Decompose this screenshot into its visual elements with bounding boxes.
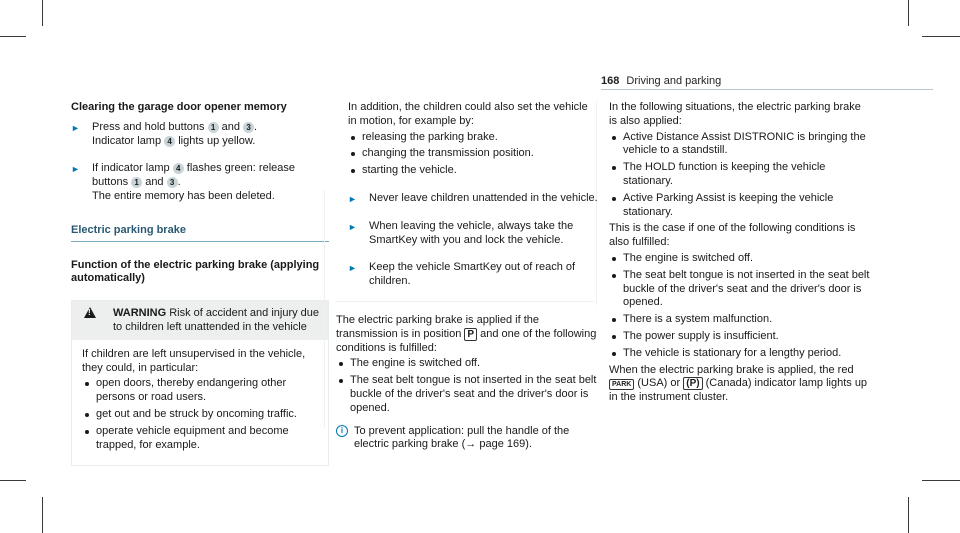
step-item [348, 192, 598, 206]
crop-mark [0, 36, 26, 37]
column-3 [609, 101, 871, 405]
callout-badge: 1 [131, 177, 142, 188]
para-text: (Canada) indicator lamp lights up in the instrument cluster. [609, 377, 868, 404]
list-item: The engine is switched off. [336, 357, 598, 371]
para-text: The electric parking brake is applied if the transmission is in position [336, 313, 539, 340]
step-text: and [142, 176, 167, 189]
callout-badge: 4 [173, 163, 184, 174]
step-text: lights up yellow. [175, 134, 256, 147]
info-icon: i [336, 425, 348, 437]
warning-continued-intro: In addition, the children could also set the vehicle in motion, for example by: [348, 101, 588, 127]
list-item: There is a system malfunction. [609, 313, 871, 327]
box-bottom-rule [336, 301, 594, 302]
paragraph: This is the case if one of the following conditions is also fulfilled: [609, 222, 856, 249]
warning-intro: If children are left unsupervised in the vehicle, they could, in particular: [82, 347, 306, 374]
page-ref-arrow-icon: → [465, 438, 477, 451]
crop-mark [922, 36, 960, 37]
list-item: The seat belt tongue is not inserted in the seat belt buckle of the driver's seat and the driver's door is opened. [609, 269, 871, 310]
step-text: Press and hold buttons [92, 120, 208, 133]
conditions-list [336, 357, 598, 415]
para-text: and one of the following conditions is fulfilled: [336, 327, 597, 354]
step-arrow-icon: ► [71, 164, 80, 175]
warning-list [82, 377, 318, 452]
step-text: . [254, 120, 258, 133]
para-text: (USA) or [634, 377, 684, 390]
step-text: Keep the vehicle SmartKey out of reach of children. [369, 261, 576, 288]
warning-head-text: Risk of accident and injury due to children left unattended in the vehicle [113, 307, 320, 333]
park-indicator-canada-icon: (P) [683, 377, 702, 390]
crop-mark [908, 497, 909, 533]
step-text: The entire memory has been deleted. [92, 189, 275, 202]
paragraph [609, 364, 871, 405]
list-item: The engine is switched off. [609, 252, 871, 266]
step-text: Indicator lamp [92, 134, 165, 147]
paragraph [336, 314, 598, 355]
list-item: The power supply is insufficient. [609, 330, 871, 344]
list-item: operate vehicle equipment and become trapped, for example. [82, 425, 318, 453]
page-number: 168 [601, 75, 620, 87]
paragraph: In the following situations, the electric parking brake is also applied: [609, 101, 861, 127]
step-item [71, 121, 329, 149]
callout-badge: 4 [164, 136, 175, 147]
header-rule [601, 89, 933, 90]
step-text: When leaving the vehicle, always take the SmartKey with you and lock the vehicle. [369, 219, 574, 246]
step-text: If indicator lamp [92, 162, 173, 175]
list-item: The seat belt tongue is not inserted in the seat belt buckle of the driver's seat and the driver's door is opened. [336, 374, 598, 415]
list-item: Active Distance Assist DISTRONIC is bringing the vehicle to a standstill. [609, 131, 871, 159]
motion-list [336, 131, 598, 178]
callout-badge: 3 [167, 177, 178, 188]
section-title: Electric parking brake [71, 224, 329, 242]
crop-mark [42, 0, 43, 26]
crop-mark [922, 480, 960, 481]
section-name: Driving and parking [626, 75, 722, 87]
column-2 [336, 101, 598, 452]
step-arrow-icon: ► [71, 122, 80, 133]
step-arrow-icon: ► [348, 193, 357, 204]
function-title: Function of the electric parking brake (applying automatically) [71, 258, 320, 285]
step-text: and [218, 120, 244, 133]
step-item [348, 220, 598, 248]
step-arrow-icon: ► [348, 263, 357, 274]
crop-mark [42, 497, 43, 533]
park-position-icon: P [464, 328, 477, 341]
list-item: The HOLD function is keeping the vehicle stationary. [609, 161, 871, 189]
column-1 [71, 101, 329, 466]
page-header [601, 75, 721, 89]
warning-label: WARNING [113, 307, 167, 320]
page-ref-link[interactable]: page 169). [476, 438, 532, 451]
park-indicator-icon: PARK [609, 379, 634, 390]
heading-clearing: Clearing the garage door opener memory [71, 101, 287, 113]
column-divider [324, 190, 325, 428]
list-item: changing the transmission position. [348, 147, 598, 161]
step-text: Never leave children unattended in the vehicle. [369, 191, 598, 204]
warning-triangle-icon [84, 307, 96, 318]
callout-badge: 3 [243, 122, 254, 133]
list-item: Active Parking Assist is keeping the vehicle stationary. [609, 192, 871, 220]
list-item: open doors, thereby endangering other persons or road users. [82, 377, 318, 405]
situations-list [609, 131, 871, 220]
warning-box [71, 300, 329, 466]
list-item: releasing the parking brake. [348, 131, 598, 145]
list-item: The vehicle is stationary for a lengthy period. [609, 347, 871, 361]
crop-mark [908, 0, 909, 26]
step-text: flashes green: release buttons [92, 162, 295, 189]
list-item: starting the vehicle. [348, 164, 598, 178]
warning-header [72, 301, 328, 340]
callout-badge: 1 [208, 122, 219, 133]
step-text: . [177, 176, 181, 189]
step-item [348, 261, 598, 289]
list-item: get out and be struck by oncoming traffic. [82, 408, 318, 422]
step-arrow-icon: ► [348, 221, 357, 232]
note [336, 425, 598, 453]
crop-mark [0, 480, 26, 481]
para-text: When the electric parking brake is applied, the red [609, 363, 854, 376]
note-text: To prevent application: pull the handle of the electric parking brake ( [354, 424, 570, 451]
conditions-list [609, 252, 871, 361]
warning-body [72, 340, 328, 466]
step-item [71, 162, 329, 203]
